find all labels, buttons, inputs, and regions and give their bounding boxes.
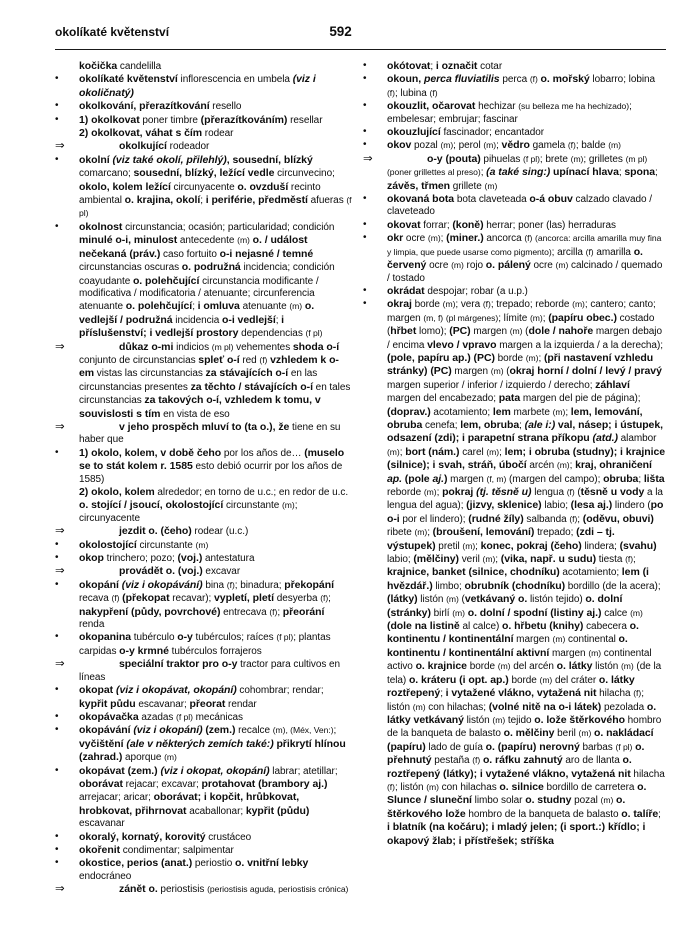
arrow-icon: ⇒ <box>55 565 65 578</box>
arrow-icon: ⇒ <box>55 883 65 896</box>
bullet-icon: • <box>363 100 367 112</box>
entry-text: o-y (pouta) pihuelas (f pl); brete (m); grilletes (m pl) (poner grillettes al preso); (a také sing:) upínací hlava; spona; závěs, třmen grillete (m) <box>387 152 658 192</box>
entry-text: okr ocre (m); (miner.) ancorca (f) (ancorca: arcilla amarilla muy fina y limpia, que puede usarse como pigmento); arcilla (f) amarilla o. červený ocre (m) rojo o. pálený ocre (m) calcinado / quemado / tostado <box>387 232 663 284</box>
dictionary-entry <box>55 60 352 73</box>
entry-text: 1) okolkovat poner timbre (přerazítkováním) resellar 2) okolkovat, váhat s čím rodear <box>79 113 323 140</box>
dictionary-entry <box>55 447 352 525</box>
bullet-icon: • <box>363 193 367 205</box>
entry-text: zánět o. periostisis (periostisis aguda, periostisis crónica) <box>119 883 349 896</box>
bullet-icon: • <box>363 284 367 296</box>
arrow-icon: ⇒ <box>55 525 65 538</box>
entry-text: okopávání (viz i okopání) (zem.) recalce (m), (Méx, Ven:); vyčištění (ale v některých zemích také:) přikrytí hlínou (zahrad.) aporque (m) <box>79 724 346 764</box>
arrow-icon: ⇒ <box>55 140 65 153</box>
dictionary-entry <box>55 552 352 565</box>
dictionary-entry <box>55 73 352 100</box>
dictionary-entry <box>55 724 352 764</box>
entry-text: okolnost circunstancia; ocasión; particularidad; condición minulé o-i, minulost antecedente (m) o. / událost nečekaná (práv.) caso fortuito o-i nejasné / temné circunstancias oscuras o. podružná incidencia; condición coayudante o. polehčující circunstancia modificante / modificativa / modificatoria / atenuante; circunferencia atenuante o. polehčující; i omluva atenuante (m) o. vedlejší / podružná incidencia o-i vedlejší; i příslušenství; i vedlejší prostory dependencias (f pl) <box>79 220 335 340</box>
bullet-icon: • <box>55 538 59 550</box>
bullet-icon: • <box>55 843 59 855</box>
entry-text: okótovat; i označit cotar <box>387 60 503 72</box>
dictionary-entry <box>363 285 666 298</box>
entry-text: kočička candelilla <box>79 60 162 72</box>
dictionary-entry <box>55 421 352 447</box>
entry-text: okrádat despojar; robar (a u.p.) <box>387 284 528 297</box>
left-column <box>55 60 352 897</box>
bullet-icon: • <box>363 139 367 151</box>
dictionary-entry <box>55 525 352 538</box>
dictionary-entry <box>55 341 352 421</box>
arrow-icon: ⇒ <box>55 658 65 671</box>
right-column <box>363 60 666 897</box>
bullet-icon: • <box>363 298 367 310</box>
bullet-icon: • <box>55 113 59 125</box>
bullet-icon: • <box>363 218 367 230</box>
entry-text: okop trinchero; pozo; (voj.) antestatura <box>79 552 255 565</box>
entry-text: okovat forrar; (koně) herrar; poner (las) herraduras <box>387 218 616 231</box>
dictionary-entry <box>363 139 666 152</box>
page-number: 592 <box>329 24 352 39</box>
bullet-icon: • <box>55 100 59 112</box>
bullet-icon: • <box>55 552 59 564</box>
dictionary-entry <box>55 711 352 724</box>
dictionary-entry <box>363 126 666 139</box>
dictionary-columns <box>55 60 666 897</box>
arrow-icon: ⇒ <box>363 152 373 165</box>
bullet-icon: • <box>363 60 367 71</box>
dictionary-entry <box>363 100 666 126</box>
bullet-icon: • <box>363 232 367 244</box>
dictionary-entry <box>55 844 352 857</box>
entry-text: provádět o. (voj.) excavar <box>119 565 241 578</box>
entry-text: v jeho prospěch mluví to (ta o.), že tiene en su haber que <box>79 420 341 446</box>
entry-text: okolní (viz také okolí, přilehlý), sousední, blízký comarcano; sousední, blízký, ležící vedle circunvecino; okolo, kolem ležící circunyacente o. ovzduší recinto ambiental o. krajina, okolí; i periférie, předměstí afueras (f pl) <box>79 153 352 219</box>
entry-text: okoralý, kornatý, korovitý crustáceo <box>79 830 252 843</box>
dictionary-entry <box>55 114 352 141</box>
dictionary-entry <box>55 539 352 552</box>
dictionary-entry <box>55 154 352 221</box>
entry-text: okolkování, přerazítkování resello <box>79 100 242 113</box>
entry-text: okov pozal (m); perol (m); vědro gamela (f); balde (m) <box>387 139 621 152</box>
dictionary-entry <box>363 298 666 848</box>
dictionary-entry <box>55 140 352 153</box>
bullet-icon: • <box>55 830 59 842</box>
entry-text: okolkující rodeador <box>119 140 210 153</box>
dictionary-entry <box>55 221 352 341</box>
bullet-icon: • <box>55 578 59 590</box>
dictionary-entry <box>55 658 352 684</box>
entry-text: okovaná bota bota claveteada o-á obuv calzado clavado / claveteado <box>387 193 652 218</box>
bullet-icon: • <box>55 684 59 696</box>
header-rule <box>55 49 666 50</box>
entry-text: okraj borde (m); vera (f); trepado; reborde (m); cantero; canto; margen (m, f) (pl márgenes); límite (m); (papíru obec.) costado (hřbet lomo); (PC) margen (m) (dole / nahoře margen debajo / encima vlevo / vpravo margen a la izquierda / a la derecha); (pole, papíru ap.) (PC) borde (m); (při nastavení vzhledu stránky) (PC) margen (m) (okraj horní / dolní / levý / pravý margen superior / inferior / izquierdo / derecho; záhlaví margen del encabezado; pata margen del pie de página); (doprav.) acotamiento; lem marbete (m); lem, lemování, obruba cenefa; lem, obruba; (ale i:) val, násep; i ústupek, odsazení (zdi); i parapetní strana příkopu (atd.) alambor (m); bort (nám.) carel (m); lem; i obruba (studny); i krajnice (silnice); i svah, stráň, úbočí arcén (m); kraj, ohraničení ap. (pole aj.) margen (f, m) (margen del campo); obruba; lišta reborde (m); pokraj (tj. těsně u) lengua (f) (těsně u vody a la lengua del agua); (jizvy, sklenice) labio; (lesa aj.) lindero (po o-i por el lindero); (rudné žíly) salbanda (f); (oděvu, obuvi) ribete (m); (broušení, lemování) trepado; (zdi – tj. výstupek) pretil (m); konec, pokraj (čeho) lindera; (svahu) labio; (mělčiny) veril (m); (vika, např. u sudu) tiesta (f); krajnice, banket (silnice, chodníku) acotamiento; lem (i hvězdář.) limbo; obrubník (chodníku) bordillo (de la acera); (látky) listón (m) (vetkávaný o. listón tejido) o. dolní (stránky) birlí (m) o. dolní / spodní (listiny aj.) calce (m) (dole na listině al calce) o. hřbetu (knihy) cabecera o. kontinentu / kontinentální margen (m) continental o. kontinentu / kontinentální aktivní margen (m) continental activo o. krajnice borde (m) del arcén o. látky listón (m) (de la tela) o. kráteru (i opt. ap.) borde (m) del cráter o. látky roztřepený; i vytažené vlákno, vytažená nit hilacha (f); listón (m) con hilachas; (volné nitě na o-i látek) pezolada o. látky vetkávaný listón (m) tejido o. lože štěrkového hombro de la banqueta de balasto o. mělčiny beril (m) o. nakládací (papíru) lado de guía o. (papíru) nerovný barbas (f pl) o. přehnutý pestaña (f) o. ráfku zahnutý aro de llanta o. roztřepený (látky); i vytažené vlákno, vytažená nit hilacha (f); listón (m) con hilachas o. silnice bordillo de carretera o. Slunce / sluneční limbo solar o. studny pozal (m) o. štěrkového lože hombro de la banqueta de balasto o. talíře; i blatník (na kočáru); i mladý jelen; (i sport.:) křídlo; i okapový žlab; i přístřešek; stříška <box>387 298 666 847</box>
bullet-icon: • <box>55 710 59 722</box>
running-title: okolíkaté květenství <box>55 25 170 39</box>
bullet-icon: • <box>55 153 59 165</box>
dictionary-entry <box>363 60 666 73</box>
bullet-icon: • <box>363 73 367 85</box>
dictionary-entry <box>363 193 666 219</box>
page-header <box>55 26 666 42</box>
bullet-icon: • <box>55 220 59 232</box>
dictionary-entry <box>55 684 352 711</box>
entry-text: okopání (viz i okopávání) bina (f); binadura; překopání recava (f) (překopat recavar); vypletí, pletí desyerba (f); nakypření (půdy, povrchové) entrecava (f); přeorání renda <box>79 578 334 631</box>
bullet-icon: • <box>55 446 59 458</box>
dictionary-entry <box>363 232 666 285</box>
dictionary-entry <box>55 631 352 658</box>
dictionary-entry <box>363 219 666 232</box>
entry-text: okopanina tubérculo o-y tubérculos; raíces (f pl); plantas carpidas o-y krmné tubérculos forrajeros <box>79 631 331 657</box>
entry-text: jezdit o. (čeho) rodear (u.c.) <box>119 525 249 538</box>
dictionary-entry <box>55 765 352 831</box>
bullet-icon: • <box>55 631 59 643</box>
bullet-icon: • <box>55 724 59 736</box>
arrow-icon: ⇒ <box>55 340 65 353</box>
entry-text: důkaz o-mi indicios (m pl) vehementes shoda o-í conjunto de circunstancias spleť o-í red (f) vzhledem k o-em vistas las circunstancias za stávajících o-í en las circunstancias presentes za těchto / stávajících o-í en tales circunstancias za takových o-í, vzhledem k tomu, v souvislosti s tím en vista de eso <box>79 340 351 420</box>
entry-text: speciální traktor pro o-y tractor para cultivos en líneas <box>79 658 341 683</box>
dictionary-entry <box>363 73 666 100</box>
dictionary-entry <box>55 565 352 578</box>
entry-text: okoun, perca fluviatilis perca (f) o. mořský lobarro; lobina (f); lubina (f) <box>387 73 656 99</box>
entry-text: okolíkaté květenství inflorescencia en umbela (viz i okoličnatý) <box>79 73 316 99</box>
entry-text: okostice, perios (anat.) periostio o. vnitřní lebky endocráneo <box>79 857 309 882</box>
dictionary-entry <box>55 100 352 113</box>
dictionary-entry <box>55 857 352 883</box>
entry-text: okouzlující fascinador; encantador <box>387 126 545 139</box>
entry-text: okopávačka azadas (f pl) mecánicas <box>79 710 243 723</box>
arrow-icon: ⇒ <box>55 420 65 433</box>
entry-text: okopávat (zem.) (viz i okopat, okopání) labrar; atetillar; oborávat rejacar; excavar; protahovat (brambory aj.) arrejacar; aricar; oborávat; i kopčit, hrůbkovat, hrobkovat, přihrnovat acaballonar; kypřit (půdu) escavanar <box>79 764 338 830</box>
dictionary-entry <box>55 831 352 844</box>
bullet-icon: • <box>55 764 59 776</box>
entry-text: 1) okolo, kolem, v době čeho por los años de… (muselo se to stát kolem r. 1585 esto debió ocurrir por los años de 1585) 2) okolo, kolem alrededor; en torno de u.c.; en redor de u.c. o. stojící / jsoucí, okolostojící circunstante (m); circunyacente <box>79 446 349 524</box>
dictionary-entry <box>55 883 352 896</box>
dictionary-entry <box>55 579 352 632</box>
entry-text: okopat (viz i okopávat, okopání) cohombrar; rendar; kypřit půdu escavanar; přeorat rendar <box>79 684 324 710</box>
entry-text: okolostojící circunstante (m) <box>79 538 209 551</box>
entry-text: okořenit condimentar; salpimentar <box>79 843 234 856</box>
bullet-icon: • <box>55 857 59 869</box>
entry-text: okouzlit, očarovat hechizar (su belleza me ha hechizado); embelesar; embrujar; fascinar <box>387 100 632 125</box>
bullet-icon: • <box>363 126 367 138</box>
dictionary-entry <box>363 153 666 193</box>
bullet-icon: • <box>55 73 59 85</box>
